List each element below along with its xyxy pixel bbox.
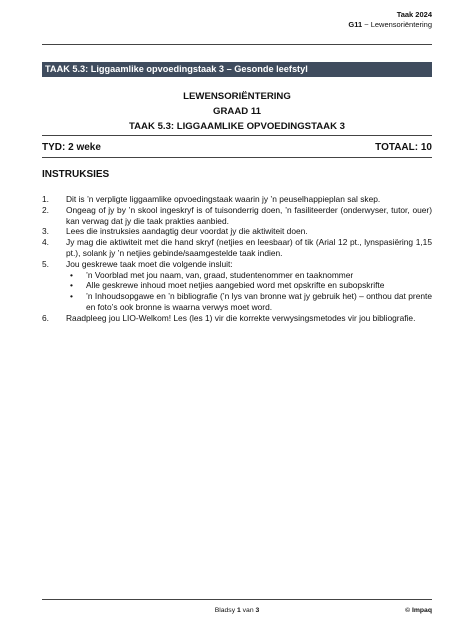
item-number: 3. (42, 226, 49, 237)
page-header (348, 10, 432, 30)
item-text: Dit is ’n verpligte liggaamlike opvoedingstaak waarin jy ’n peuselhappieplan sal skep. (66, 194, 381, 204)
header-grade: G11 (348, 20, 363, 29)
item-number: 1. (42, 194, 49, 204)
item-text: Jou geskrewe taak moet die volgende insluit: (66, 258, 233, 269)
title-divider-bottom (42, 157, 432, 158)
copyright: © Impaq (405, 607, 432, 614)
list-item (42, 194, 432, 205)
header-subject-name: ~ Lewensoriëntering (362, 20, 432, 29)
list-item (42, 205, 432, 227)
item-text: Raadpleeg jou LIO-Welkom! Les (les 1) vir die korrekte verwysingsmetodes vir jou bibliografie. (66, 312, 416, 323)
time-allowed: TYD: 2 weke (42, 142, 101, 153)
bullet-list (66, 270, 432, 313)
item-text: Jy mag die aktiwiteit met die hand skryf (netjies en leesbaar) of tik (Arial 12 pt., lynspasiëring 1,15 pt.), solank jy ’n netjies gebinde/saamgestelde taak indien. (66, 237, 432, 258)
bullet-text: Alle geskrewe inhoud moet netjies aangebied word met opskrifte en subopskrifte (86, 280, 385, 291)
page-total: 3 (255, 607, 260, 614)
list-item (42, 259, 432, 270)
time-row (42, 142, 432, 153)
bullet-icon: • (70, 280, 73, 291)
bullet-icon: • (70, 291, 73, 302)
bullet-text: ’n Inhoudsopgawe en ’n bibliografie (’n lys van bronne wat jy gebruik het) – onthou dat prente en foto’s ook bronne is waarna verwys moet word. (86, 291, 432, 312)
page-number (42, 607, 432, 614)
item-number: 6. (42, 312, 49, 323)
page-middle: van (240, 607, 256, 614)
total-marks: TOTAAL: 10 (375, 142, 432, 153)
grade-title: GRAAD 11 (213, 106, 261, 117)
bullet-icon: • (70, 269, 73, 280)
item-text: Ongeag of jy by ’n skool ingeskryf is of tuisonderrig doen, ’n fasiliteerder (onderwyser, tutor, ouer) kan verwag dat jy die taak prakties aanbied. (66, 204, 432, 226)
page-current: 1 (236, 607, 241, 614)
instructions-heading: INSTRUKSIES (42, 169, 110, 180)
bullet-item (66, 291, 432, 313)
header-divider (42, 44, 432, 45)
bullet-item (66, 280, 432, 291)
bullet-text: ’n Voorblad met jou naam, van, graad, studentenommer en taaknommer (86, 269, 354, 280)
item-number: 2. (42, 204, 49, 215)
header-year: Taak 2024 (396, 10, 432, 19)
title-divider-top (42, 135, 432, 136)
item-number: 4. (42, 237, 49, 248)
list-item (42, 313, 432, 324)
footer-divider (42, 599, 432, 600)
header-subject (348, 20, 432, 30)
list-item (42, 226, 432, 237)
item-text: Lees die instruksies aandagtig deur voordat jy die aktiwiteit doen. (66, 226, 308, 237)
page-prefix: Bladsy (214, 607, 237, 614)
instructions-list (42, 194, 432, 324)
item-number: 5. (42, 258, 49, 269)
bullet-item (66, 270, 432, 281)
task-banner: TAAK 5.3: Liggaamlike opvoedingstaak 3 – Gesonde leefstyl (42, 62, 432, 77)
list-item (42, 237, 432, 259)
title-block (42, 89, 432, 134)
subject-title: LEWENSORIËNTERING (183, 91, 291, 102)
task-title: TAAK 5.3: LIGGAAMLIKE OPVOEDINGSTAAK 3 (128, 121, 346, 132)
